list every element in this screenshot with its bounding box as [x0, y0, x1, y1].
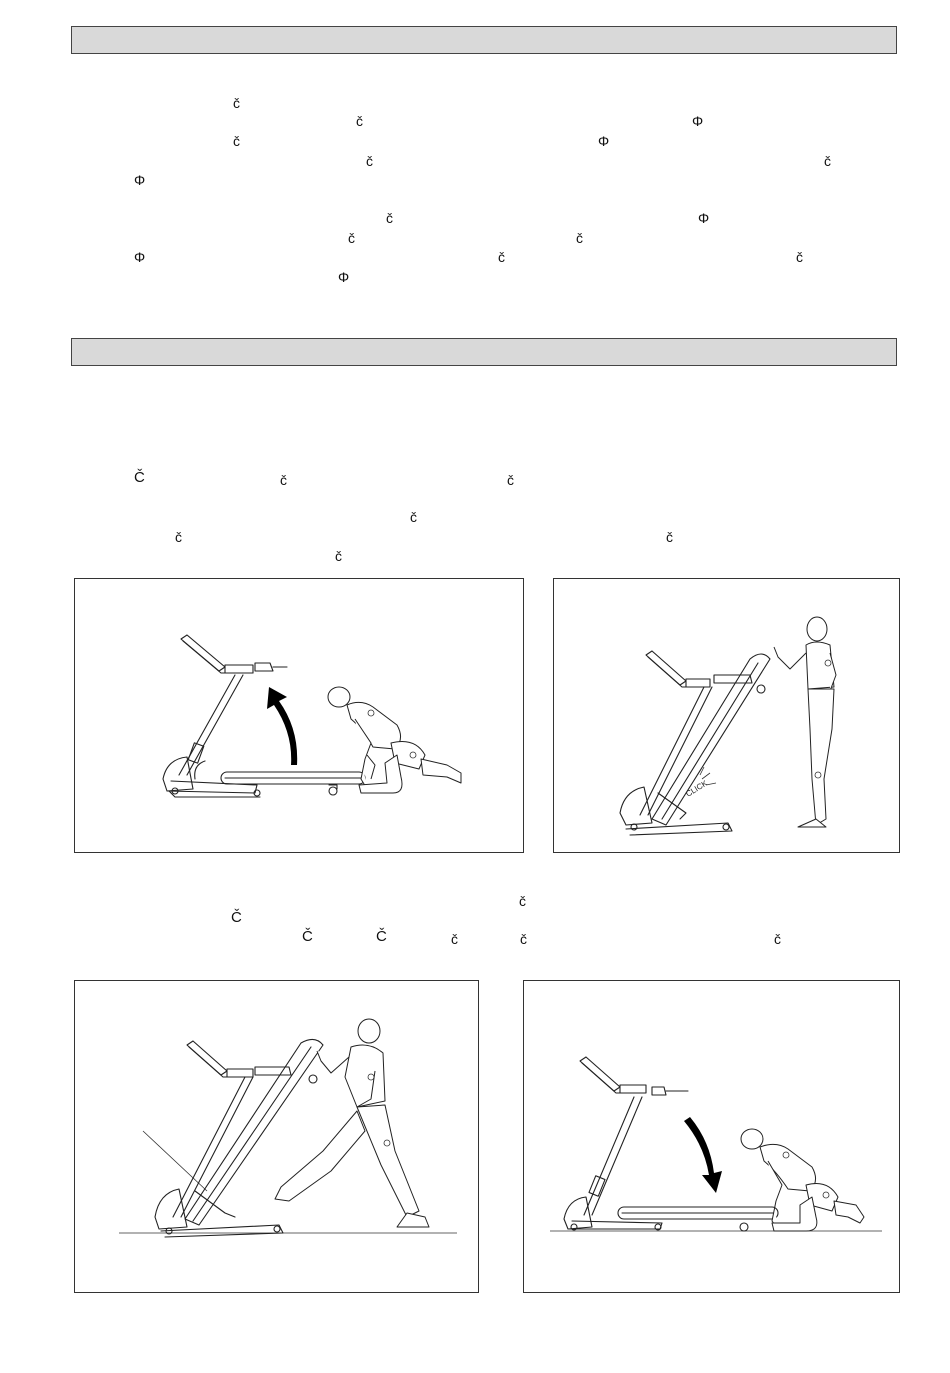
lower-arrow-icon	[684, 1117, 722, 1193]
figure-lift-deck-illustration	[75, 579, 523, 852]
glyph-c-caron: č	[824, 153, 831, 169]
glyph-c-caron: č	[233, 133, 240, 149]
glyph-C-caron: Č	[231, 909, 242, 926]
glyph-C-caron: Č	[376, 928, 387, 945]
section-header-bar-1	[71, 26, 897, 54]
glyph-c-caron: č	[796, 249, 803, 265]
glyph-C-caron: Č	[134, 469, 145, 486]
glyph-c-caron: č	[520, 931, 527, 947]
figure-lower-deck	[523, 980, 900, 1293]
glyph-c-caron: č	[233, 95, 240, 111]
kneeling-person-figure	[741, 1129, 864, 1231]
glyph-c-caron: č	[335, 548, 342, 564]
standing-person-figure	[774, 617, 836, 827]
glyph-c-caron: č	[519, 893, 526, 909]
glyph-c-caron: č	[666, 529, 673, 545]
glyph-c-caron: č	[280, 472, 287, 488]
glyph-c-caron: č	[348, 230, 355, 246]
glyph-phi: Φ	[698, 210, 710, 226]
glyph-c-caron: č	[451, 931, 458, 947]
glyph-c-caron: č	[175, 529, 182, 545]
leaning-person-figure	[275, 1019, 429, 1227]
figure-deck-locked-illustration	[554, 579, 899, 852]
glyph-c-caron: č	[356, 113, 363, 129]
glyph-c-caron: č	[507, 472, 514, 488]
glyph-c-caron: č	[366, 153, 373, 169]
section-header-bar-2	[71, 338, 897, 366]
glyph-c-caron: č	[498, 249, 505, 265]
glyph-phi: Φ	[692, 113, 704, 129]
glyph-c-caron: č	[410, 509, 417, 525]
glyph-c-caron: č	[774, 931, 781, 947]
glyph-phi: Φ	[598, 133, 610, 149]
figure-lower-deck-illustration	[524, 981, 899, 1292]
glyph-c-caron: č	[576, 230, 583, 246]
kneeling-person-figure	[328, 687, 461, 793]
glyph-phi: Φ	[134, 249, 146, 265]
figure-release-lever-illustration	[75, 981, 478, 1292]
glyph-phi: Φ	[134, 172, 146, 188]
click-label: CLICK	[684, 778, 710, 799]
glyph-c-caron: č	[386, 210, 393, 226]
glyph-phi: Φ	[338, 269, 350, 285]
figure-release-lever	[74, 980, 479, 1293]
glyph-C-caron: Č	[302, 928, 313, 945]
lift-arrow-icon	[267, 687, 297, 765]
figure-deck-locked-click	[553, 578, 900, 853]
figure-lift-deck	[74, 578, 524, 853]
